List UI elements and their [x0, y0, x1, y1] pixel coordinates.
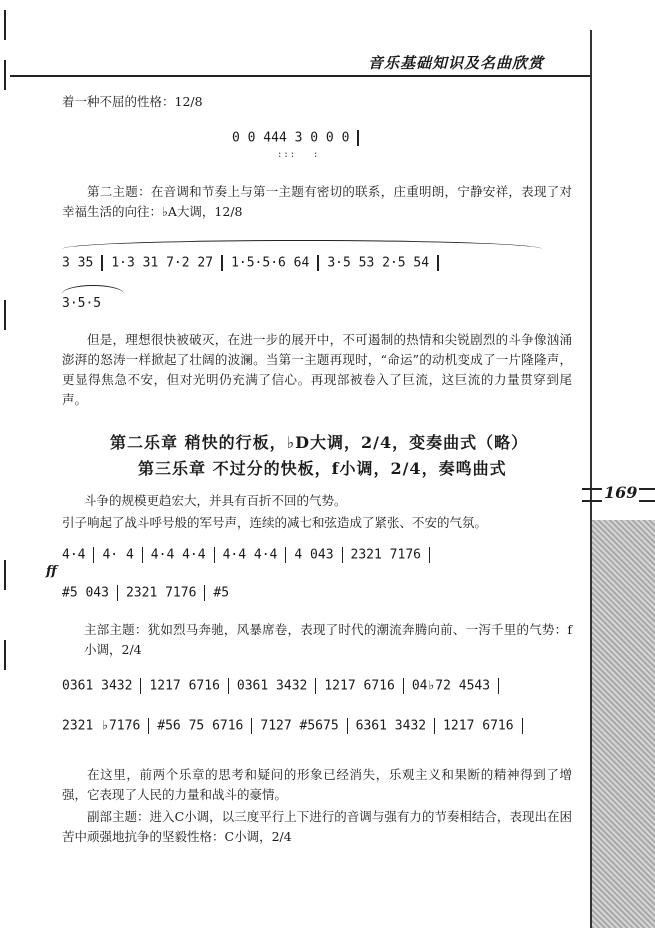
notation-notes: 4·4 4·4 — [150, 547, 206, 563]
notation-line — [62, 547, 438, 563]
notation-notes: 2321 7176 — [125, 585, 197, 601]
notation-line — [232, 130, 367, 146]
margin-mark — [4, 10, 6, 40]
notation-notes: 04♭72 4543 — [411, 678, 491, 694]
notation-notes: 1·5·5·6 64 — [231, 255, 310, 271]
notation-notes: 1217 6716 — [324, 678, 395, 694]
page-number-marker — [582, 482, 655, 506]
margin-mark — [4, 300, 6, 330]
page-edge-shading — [592, 520, 655, 928]
notation-notes: #56 75 6716 — [157, 718, 244, 734]
notation-notes: 3 35 — [62, 255, 94, 271]
paragraph: 副部主题：进入C小调，以三度平行上下进行的音调与强有力的节奏相结合，表现出在困苦中顽强地抗争的坚毅性格：C小调，2/4 — [62, 809, 572, 844]
margin-mark — [4, 560, 6, 590]
notation-notes: 4 043 — [294, 547, 334, 563]
notation-notes: 0361 3432 — [62, 678, 133, 694]
text-line: 斗争的规模更趋宏大，并具有百折不回的气势。 — [84, 493, 347, 508]
page-number: 169 — [604, 483, 638, 502]
notation-notes: 0361 3432 — [236, 678, 308, 694]
paragraph: 主部主题：犹如烈马奔驰，风暴席卷，表现了时代的潮流奔腾向前、一泻千里的气势：f小调，2/4 — [84, 622, 572, 657]
notation-notes: 1217 6716 — [443, 718, 514, 734]
notation-notes: 3·5 53 2·5 54 — [327, 255, 430, 271]
running-header-title: 音乐基础知识及名曲欣赏 — [368, 54, 545, 72]
notation-notes: 1·3 31 7·2 27 — [111, 255, 214, 271]
notation-notes: 7127 #5675 — [260, 718, 339, 734]
octave-dots: : — [314, 149, 321, 160]
dynamic-marking: ff — [46, 564, 57, 579]
phrase-slur — [62, 285, 124, 294]
notation-line — [62, 678, 507, 694]
notation-notes: 1217 6716 — [149, 678, 220, 694]
text-line: 引子响起了战斗呼号般的军号声，连续的减七和弦造成了紧张、不安的气氛。 — [62, 515, 488, 530]
notation-notes: 2321 7176 — [350, 547, 421, 563]
margin-mark — [4, 640, 6, 670]
phrase-slur — [62, 240, 542, 249]
notation-notes: 4· 4 — [102, 547, 134, 563]
notation-line — [62, 718, 531, 734]
movement-heading: 第三乐章 不过分的快板，f小调，2/4，奏鸣曲式 — [138, 459, 507, 478]
notation-notes: #5 043 — [62, 585, 109, 601]
header-rule — [10, 75, 590, 77]
octave-dots: ::: — [278, 149, 298, 160]
notation-notes: 4·4 — [62, 547, 86, 563]
notation-notes: 0 0 444 3 0 0 0 — [232, 130, 350, 146]
margin-mark — [4, 60, 6, 90]
notation-line — [62, 255, 447, 271]
paragraph: 在这里，前两个乐章的思考和疑问的形象已经消失，乐观主义和果断的精神得到了增强，它表现了人民的力量和战斗的豪情。 — [62, 767, 572, 802]
notation-notes: #5 — [213, 585, 230, 601]
movement-heading: 第二乐章 稍快的行板，♭D大调，2/4，变奏曲式（略） — [110, 433, 529, 452]
notation-notes: 6361 3432 — [355, 718, 427, 734]
notation-line — [62, 585, 229, 601]
notation-notes: 4·4 4·4 — [222, 547, 278, 563]
text-line: 着一种不屈的性格：12/8 — [62, 94, 203, 109]
notation-notes: 2321 ♭7176 — [62, 718, 141, 734]
paragraph: 但是，理想很快被破灭，在进一步的展开中，不可遏制的热情和尖锐剧烈的斗争像汹涌澎湃的怒涛一样掀起了壮阔的波澜。当第一主题再现时，“命运”的动机变成了一片隆隆声，更显得焦急不安，但对光明仍充满了信心。再现部被卷入了巨流，这巨流的力量贯穿到尾声。 — [62, 332, 572, 407]
notation-line — [62, 296, 101, 311]
notation-notes: 3·5·5 — [62, 296, 102, 311]
paragraph: 第二主题：在音调和节奏上与第一主题有密切的联系，庄重明朗，宁静安祥，表现了对幸福生活的向往：♭A大调，12/8 — [62, 184, 572, 219]
